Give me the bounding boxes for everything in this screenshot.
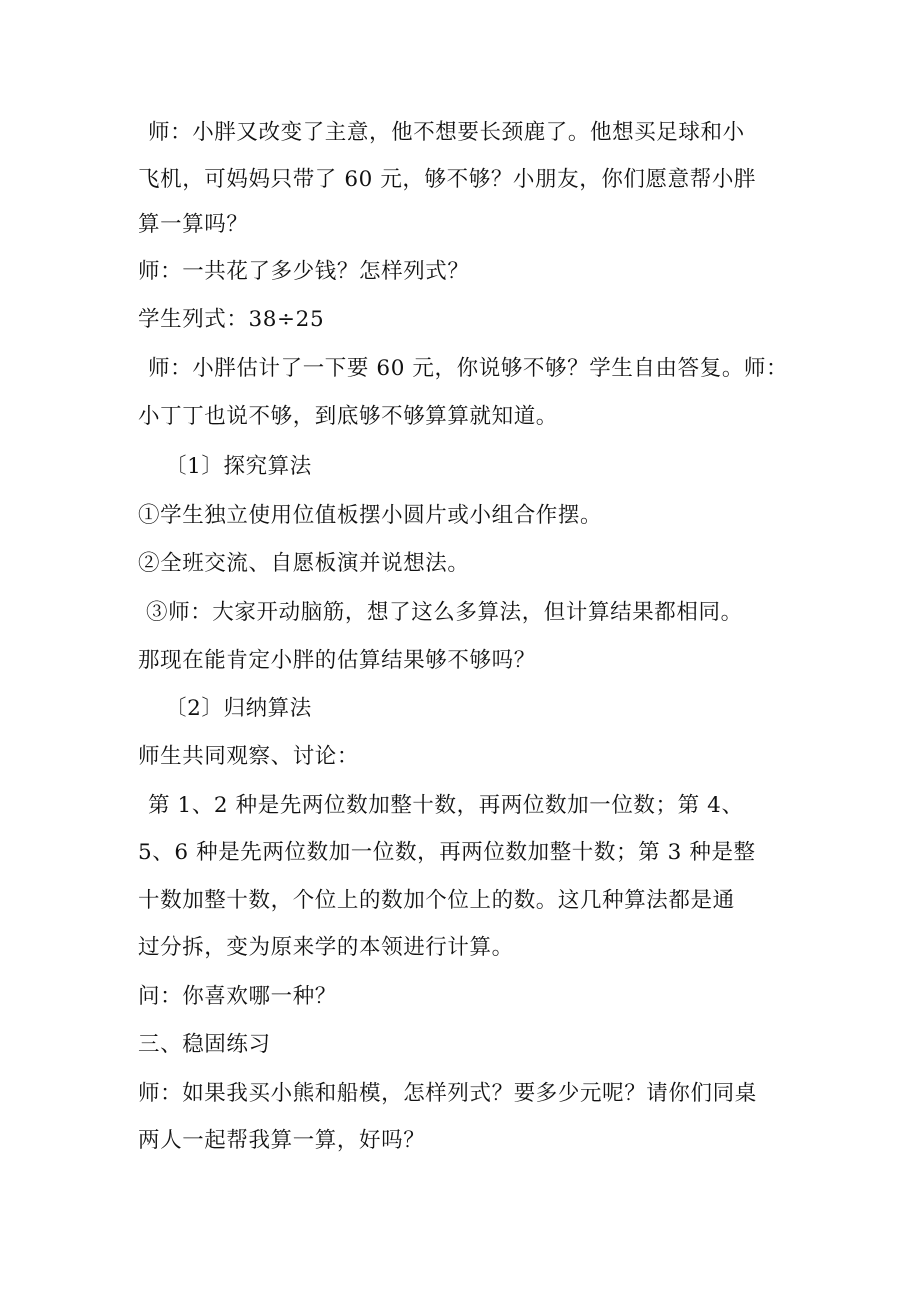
text-line-6: 师：小胖估计了一下要 60 元，你说够不够？学生自由答复。师：: [148, 356, 789, 381]
text-line-2: 飞机，可妈妈只带了 60 元，够不够？小朋友，你们愿意帮小胖: [138, 167, 757, 192]
text-line-1: 师：小胖又改变了主意，他不想要长颈鹿了。他想买足球和小: [148, 120, 745, 145]
text-line-7: 小丁丁也说不够，到底够不够算算就知道。: [138, 404, 558, 429]
text-line-16: 5、6 种是先两位数加一位数，再两位数加整十数；第 3 种是整: [138, 840, 756, 865]
text-line-18: 过分拆，变为原来学的本领进行计算。: [138, 935, 514, 960]
text-line-22: 两人一起帮我算一算，好吗？: [138, 1128, 426, 1153]
text-line-21: 师：如果我买小熊和船模，怎样列式？要多少元呢？请你们同桌: [138, 1081, 757, 1106]
section-heading-2: 〔2〕归纳算法: [165, 696, 312, 721]
text-line-4: 师：一共花了多少钱？怎样列式？: [138, 259, 470, 284]
text-line-5: 学生列式：38÷25: [138, 307, 325, 332]
text-line-15: 第 1、2 种是先两位数加整十数，再两位数加一位数；第 4、: [148, 793, 744, 818]
text-line-11: ③师：大家开动脑筋，想了这么多算法，但计算结果都相同。: [146, 600, 743, 625]
text-line-14: 师生共同观察、讨论：: [138, 744, 360, 769]
text-line-19: 问：你喜欢哪一种？: [138, 984, 337, 1009]
text-line-10: ②全班交流、自愿板演并说想法。: [138, 551, 470, 576]
section-heading-1: 〔1〕探究算法: [165, 454, 312, 479]
section-heading-3: 三、稳固练习: [138, 1032, 271, 1057]
text-line-3: 算一算吗？: [138, 212, 249, 237]
text-line-12: 那现在能肯定小胖的估算结果够不够吗？: [138, 648, 536, 673]
text-line-17: 十数加整十数，个位上的数加个位上的数。这几种算法都是通: [138, 888, 735, 913]
text-line-9: ①学生独立使用位值板摆小圆片或小组合作摆。: [138, 503, 603, 528]
